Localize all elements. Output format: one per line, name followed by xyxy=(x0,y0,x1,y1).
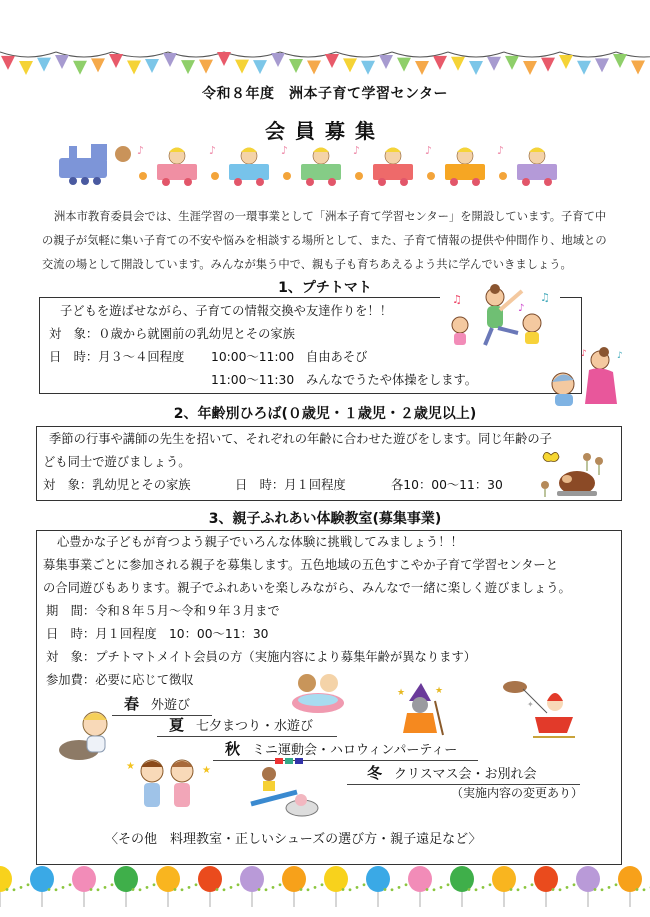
balloon-decoration xyxy=(0,863,650,917)
section-1-time-1: 10:00～11:00 自由あそび xyxy=(211,350,368,364)
halloween-cat-illustration xyxy=(395,681,447,739)
season-autumn: 秋 ミニ運動会・ハロウィンパーティー xyxy=(213,738,478,761)
svg-text:✦: ✦ xyxy=(527,700,534,709)
tanabata-children-illustration xyxy=(122,753,217,815)
sports-day-illustration xyxy=(247,756,322,818)
section-3-target: 対 象：プチトマトメイト会員の方（実施内容により募集年齢が異なります） xyxy=(46,650,477,664)
section-1-lead: 子どもを遊ばせながら、子育ての情報交換や友達作りを！！ xyxy=(60,304,393,318)
section-3-box xyxy=(36,530,622,865)
svg-text:♪: ♪ xyxy=(425,144,433,157)
santa-sleigh-illustration xyxy=(497,673,577,743)
svg-text:♪: ♪ xyxy=(617,351,623,361)
section-2-box xyxy=(36,426,622,501)
page-title: 会員募集 xyxy=(265,119,385,143)
svg-text:♪: ♪ xyxy=(281,144,289,157)
section-1-schedule: 日 時：月３～４回程度 xyxy=(49,350,185,364)
mother-baby-illustration xyxy=(545,346,630,410)
svg-text:♫: ♫ xyxy=(452,293,462,306)
season-change-note: （実施内容の変更あり） xyxy=(451,786,584,800)
svg-text:♫: ♫ xyxy=(540,291,550,304)
section-3-schedule: 日 時：月１回程度 10：00～11：30 xyxy=(46,627,269,641)
section-2-lead-line-2: ども同士で遊びましょう。 xyxy=(43,455,191,469)
section-3-fee: 参加費：必要に応じて徴収 xyxy=(46,673,194,687)
bunting-decoration xyxy=(0,44,650,80)
svg-text:♪: ♪ xyxy=(518,303,525,314)
intro-paragraph: 洲本市教育委員会では、生涯学習の一環事業として「洲本子育て学習センター」を開設しています。子育て中の親子が気軽に集い子育ての不安や悩みを相談する場所として、また、子育て情報の提供や仲間作り、地域との交流の場として開設しています。みんなが集う中で、親も子も育ちあえるよう共に学んでいきましょう。 xyxy=(42,210,607,271)
svg-text:★: ★ xyxy=(126,761,135,772)
section-1-time-2: 11:00～11:30 みんなでうたや体操をします。 xyxy=(211,373,478,387)
svg-text:♪: ♪ xyxy=(137,144,145,157)
svg-text:♪: ♪ xyxy=(353,144,361,157)
svg-text:★: ★ xyxy=(202,765,211,776)
svg-text:★: ★ xyxy=(397,688,406,698)
section-3-period: 期 間：令和８年５月～令和９年３月まで xyxy=(46,604,280,618)
section-1-target: 対 象：０歳から就園前の乳幼児とその家族 xyxy=(49,327,295,341)
svg-text:♪: ♪ xyxy=(581,349,587,359)
section-2-target: 対 象：乳幼児とその家族 xyxy=(43,478,191,492)
pool-bears-illustration xyxy=(289,667,347,715)
section-1-heading: 1、プチトマト xyxy=(278,280,372,296)
animal-train-illustration xyxy=(55,140,595,190)
page-subtitle: 令和８年度 洲本子育て学習センター xyxy=(202,86,448,102)
season-winter: 冬 クリスマス会・お別れ会 xyxy=(347,762,580,785)
section-3-body-line-2: の合同遊びもあります。親子でふれあいを楽しみながら、みんなで一緒に楽しく遊びましょう。 xyxy=(43,581,571,595)
svg-text:★: ★ xyxy=(435,686,444,696)
season-summer: 夏 七夕まつり・水遊び xyxy=(157,714,337,737)
season-spring: 春 外遊び xyxy=(112,693,212,716)
other-activities: 〈その他 料理教室・正しいシューズの選び方・親子遠足など〉 xyxy=(105,832,482,847)
section-2-time: 各10：00～11：30 xyxy=(391,478,503,492)
dancing-family-illustration xyxy=(440,283,560,353)
section-3-lead: 心豊かな子どもが育つよう親子でいろんな体験に挑戦してみましょう！！ xyxy=(57,535,463,549)
child-sandbox-illustration xyxy=(57,706,117,761)
svg-text:♪: ♪ xyxy=(497,144,505,157)
mole-butterfly-illustration xyxy=(537,449,607,497)
section-3-heading: 3、親子ふれあい体験教室(募集事業) xyxy=(208,511,442,527)
section-2-lead-line-1: 季節の行事や講師の先生を招いて、それぞれの年齢に合わせた遊びをします。同じ年齢の子 xyxy=(49,432,552,446)
section-2-heading: 2、年齢別ひろば(０歳児・１歳児・２歳児以上) xyxy=(173,406,477,422)
section-3-body-line-1: 募集事業ごとに参加される親子を募集します。五色地域の五色すこやか子育て学習センターと xyxy=(43,558,558,572)
section-2-schedule: 日 時：月１回程度 xyxy=(235,478,346,492)
svg-text:♪: ♪ xyxy=(209,144,217,157)
